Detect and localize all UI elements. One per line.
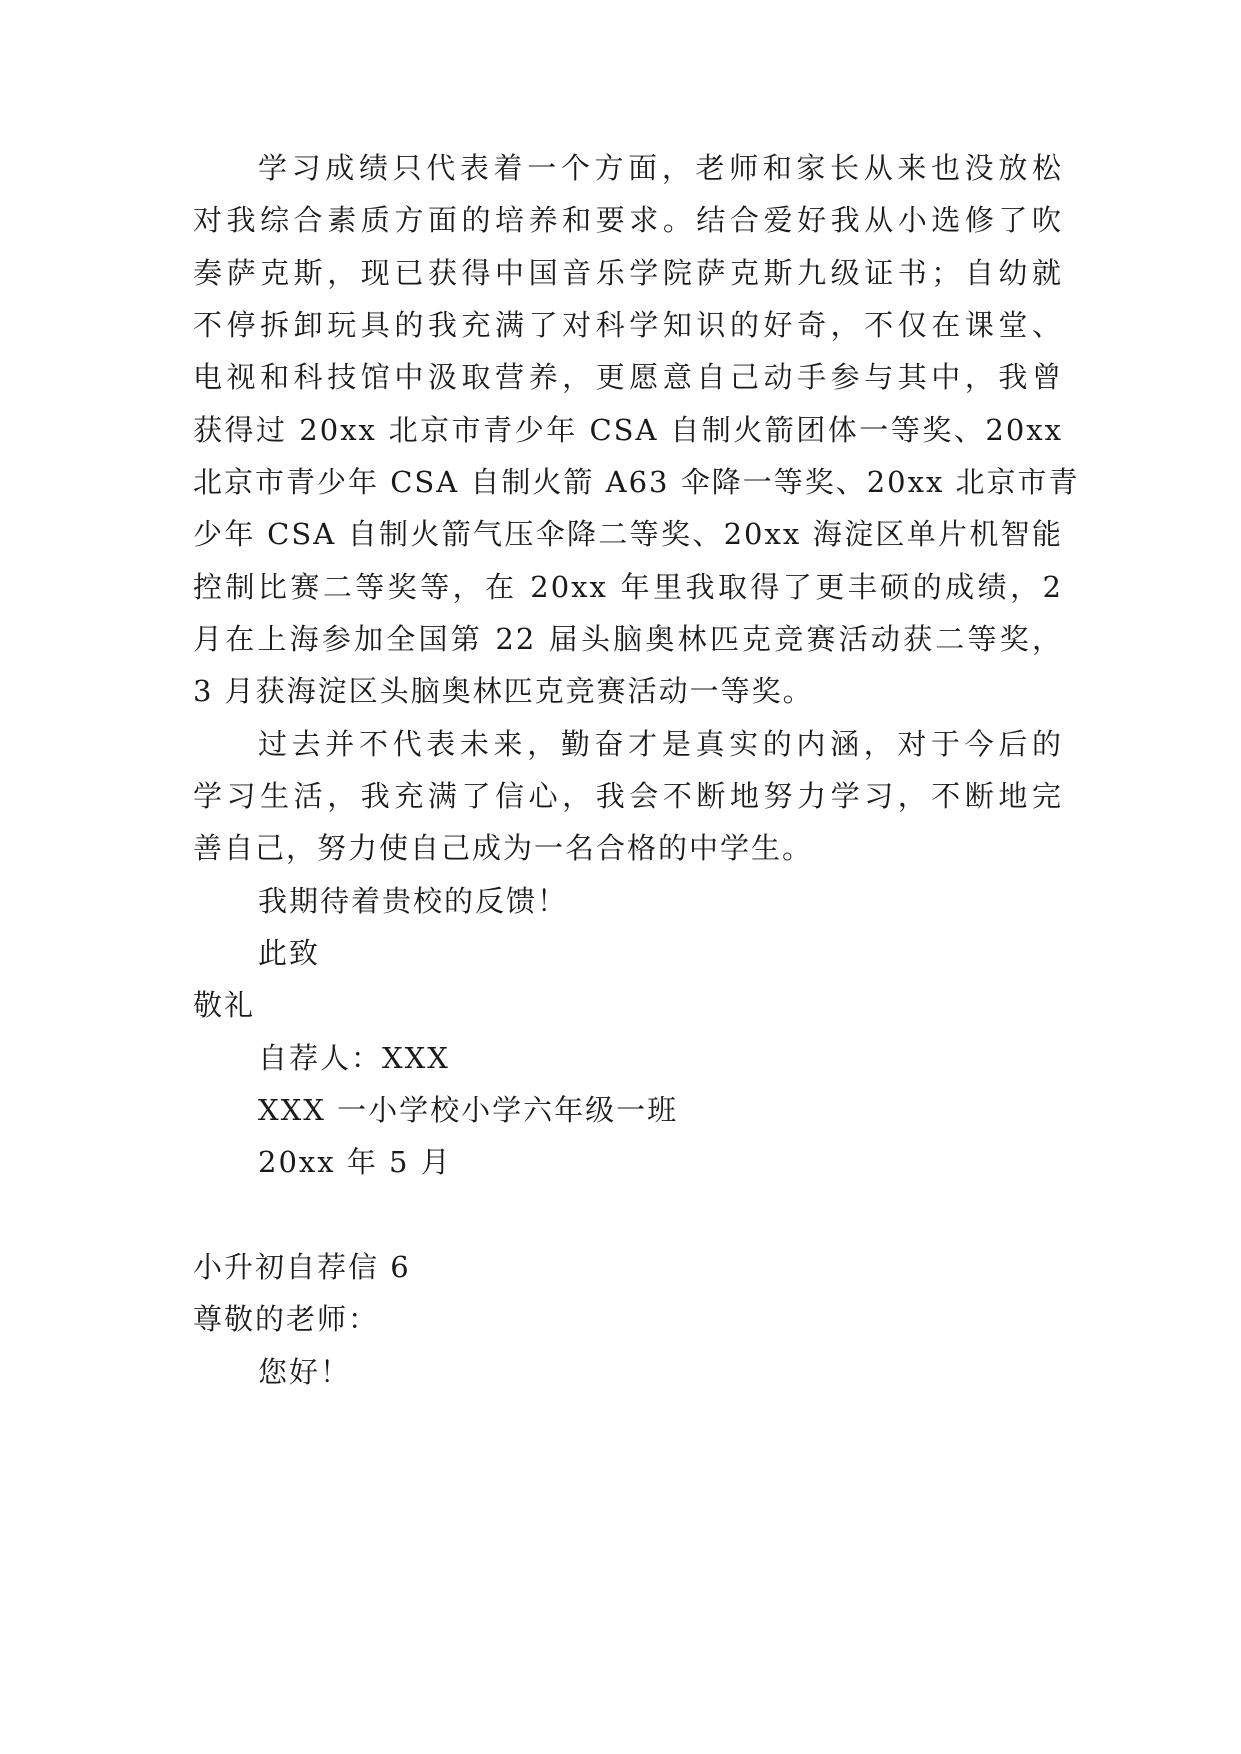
paragraph-2-line-3: 善自己，努力使自己成为一名合格的中学生。 [193,831,814,865]
paragraph-2-line-2: 学习生活，我充满了信心，我会不断地努力学习，不断地完 [193,779,1063,813]
paragraph-1-line-6: 获得过 20xx 北京市青少年 CSA 自制火箭团体一等奖、20xx [193,413,1063,447]
paragraph-1-line-4: 不停拆卸玩具的我充满了对科学知识的好奇，不仅在课堂、 [193,308,1063,342]
signature-recommender: 自荐人：XXX [258,1041,450,1075]
closing-jingli: 敬礼 [193,988,256,1022]
paragraph-2-line-1: 过去并不代表未来，勤奋才是真实的内涵，对于今后的 [258,727,1063,761]
next-letter-title: 小升初自荐信 6 [193,1250,411,1284]
closing-expect: 我期待着贵校的反馈！ [258,884,569,918]
closing-cizhi: 此致 [258,936,321,970]
paragraph-1-line-5: 电视和科技馆中汲取营养，更愿意自己动手参与其中，我曾 [193,360,1063,394]
next-letter-salutation: 尊敬的老师： [193,1302,380,1336]
paragraph-1-line-7: 北京市青少年 CSA 自制火箭 A63 伞降一等奖、20xx 北京市青 [193,465,1080,499]
signature-school: XXX 一小学校小学六年级一班 [258,1093,679,1127]
next-letter-greeting: 您好！ [258,1355,352,1389]
paragraph-1-line-8: 少年 CSA 自制火箭气压伞降二等奖、20xx 海淀区单片机智能 [193,517,1063,551]
paragraph-1-line-9: 控制比赛二等奖等，在 20xx 年里我取得了更丰硕的成绩，2 [193,570,1063,604]
paragraph-1-line-1: 学习成绩只代表着一个方面，老师和家长从来也没放松 [258,151,1063,185]
paragraph-1-line-3: 奏萨克斯，现已获得中国音乐学院萨克斯九级证书；自幼就 [193,256,1063,290]
signature-date: 20xx 年 5 月 [258,1145,452,1179]
paragraph-1-line-11: 3 月获海淀区头脑奥林匹克竞赛活动一等奖。 [193,674,814,708]
paragraph-1-line-2: 对我综合素质方面的培养和要求。结合爱好我从小选修了吹 [193,203,1063,237]
paragraph-1-line-10: 月在上海参加全国第 22 届头脑奥林匹克竞赛活动获二等奖， [193,622,1063,656]
